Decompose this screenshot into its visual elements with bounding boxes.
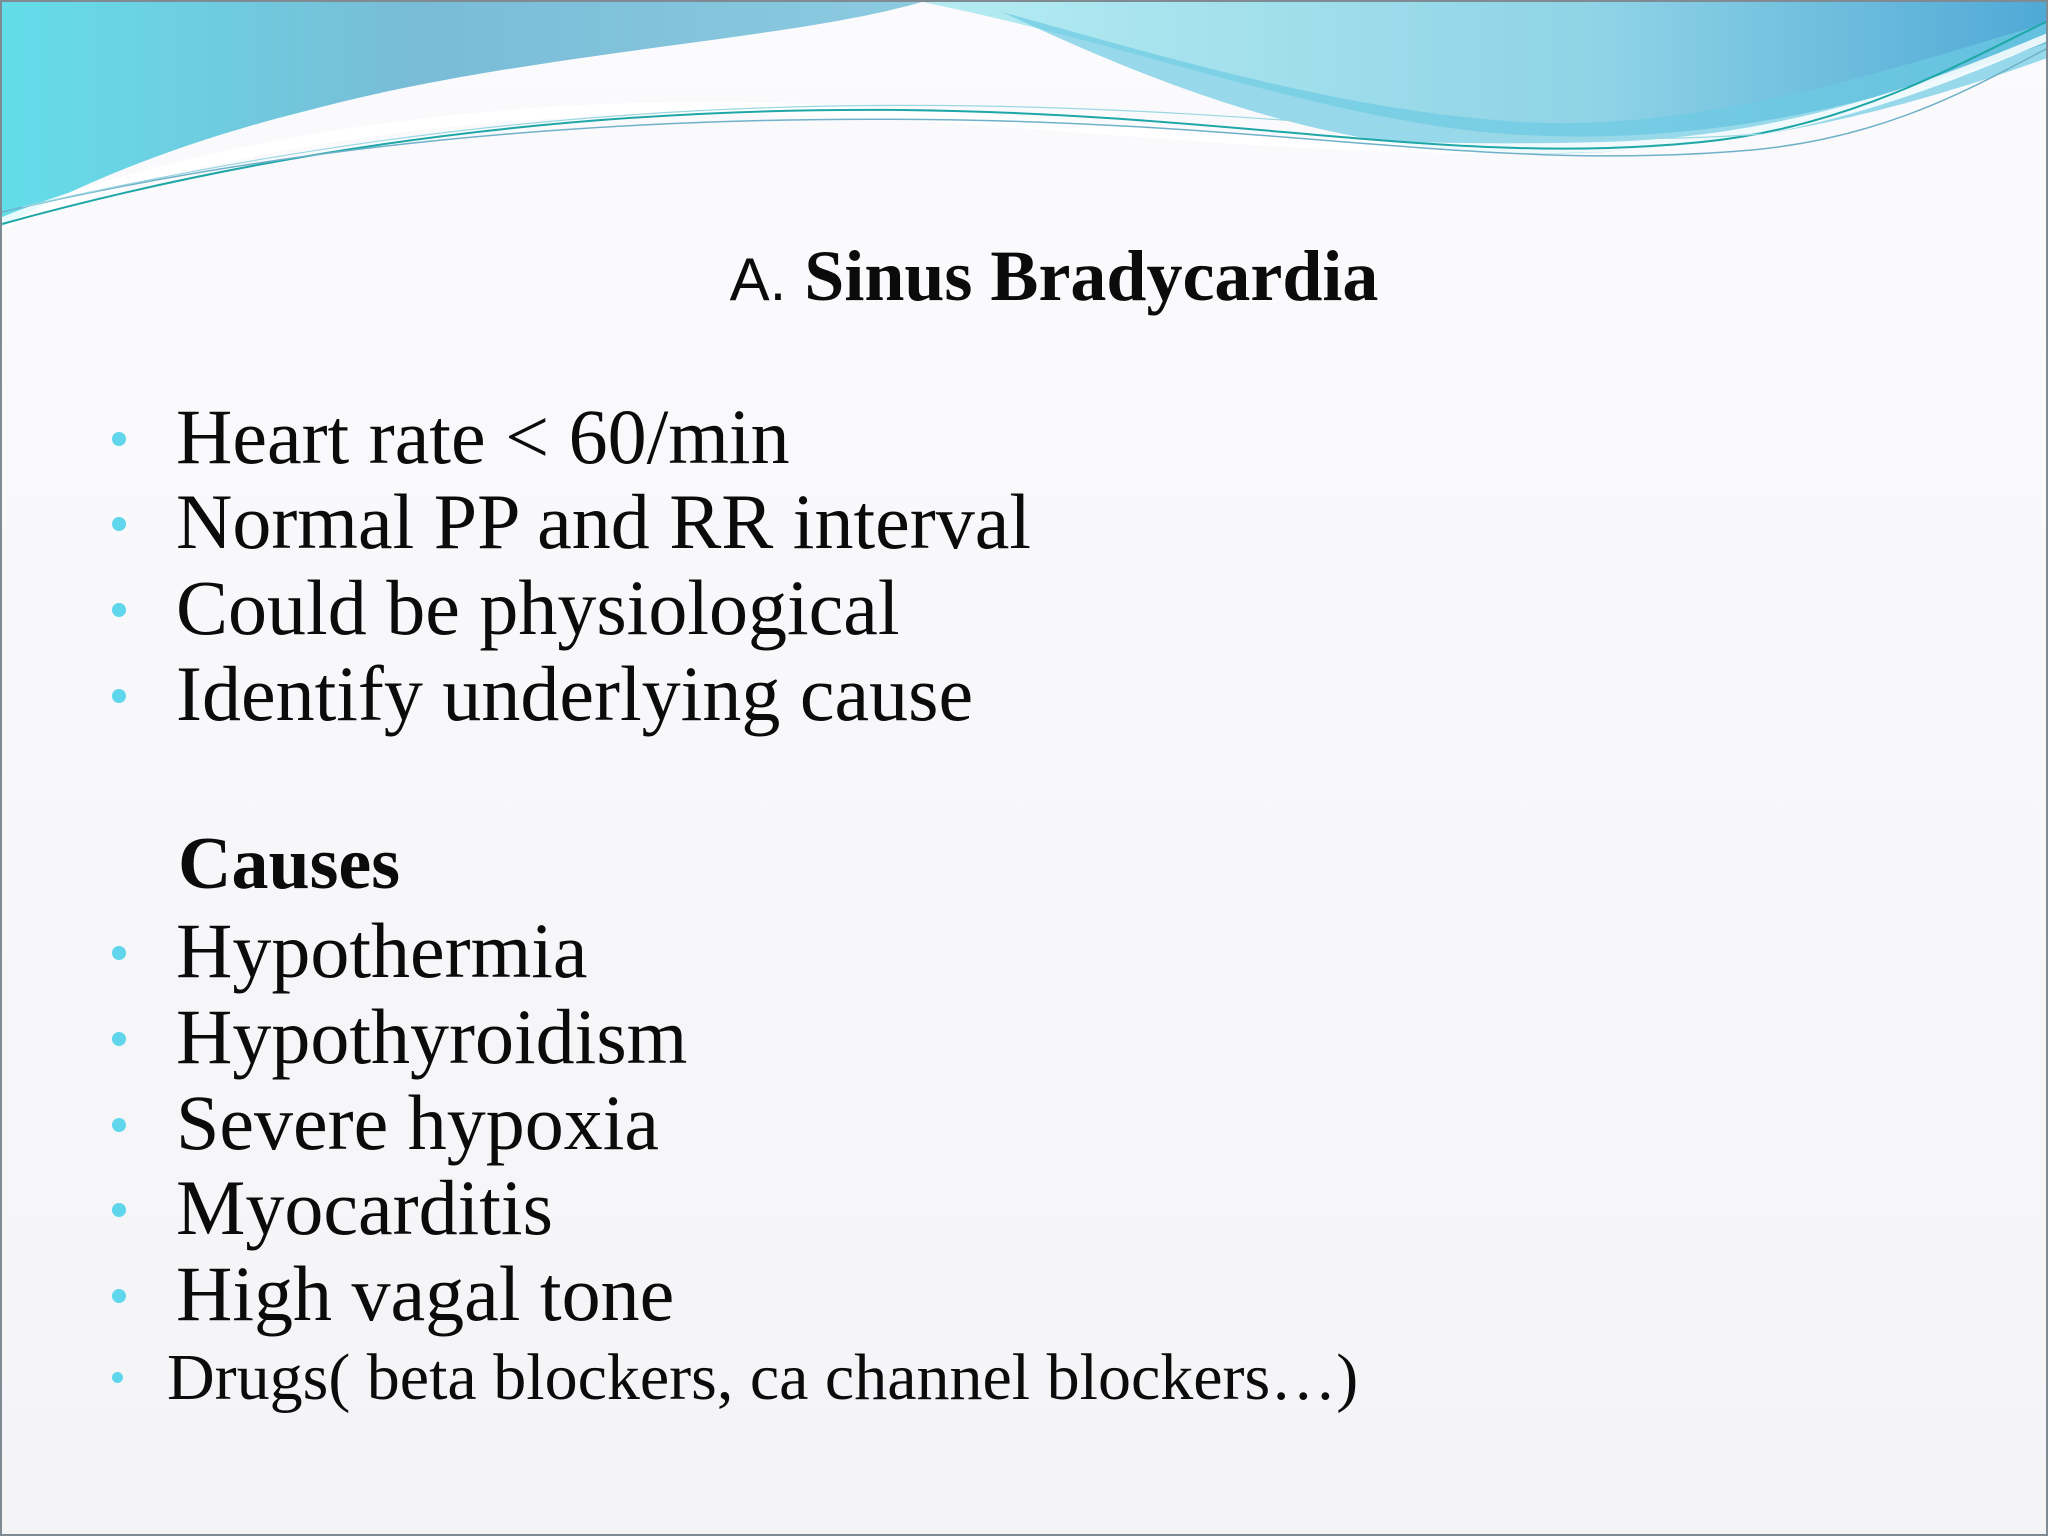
cause-item (112, 1164, 553, 1252)
feature-item (112, 564, 900, 652)
bullet-icon (112, 1372, 123, 1383)
feature-text: Could be physiological (176, 564, 900, 651)
slide-title (2, 234, 2048, 322)
cause-item (112, 907, 588, 995)
bullet-icon (112, 689, 126, 703)
feature-item (112, 650, 973, 738)
cause-item (112, 1079, 659, 1167)
title-prefix: A. (729, 246, 787, 313)
feature-text: Heart rate < 60/min (176, 393, 790, 480)
title-main: Sinus Bradycardia (804, 236, 1379, 316)
bullet-icon (112, 1203, 126, 1217)
feature-text: Identify underlying cause (176, 650, 974, 737)
feature-item (112, 478, 1031, 566)
feature-item (112, 393, 790, 481)
cause-text: Myocarditis (176, 1164, 553, 1251)
cause-text: Drugs( beta blockers, ca channel blockers…) (167, 1341, 1359, 1414)
cause-text: Hypothyroidism (176, 993, 688, 1080)
bullet-icon (112, 603, 126, 617)
cause-item (112, 1334, 1358, 1422)
bullet-icon (112, 517, 126, 531)
header-wave-decoration (2, 2, 2048, 242)
bullet-icon (112, 946, 126, 960)
cause-item (112, 993, 687, 1081)
bullet-icon (112, 1118, 126, 1132)
bullet-icon (112, 432, 126, 446)
cause-text: High vagal tone (176, 1250, 675, 1337)
feature-text: Normal PP and RR interval (176, 478, 1032, 565)
causes-heading: Causes (178, 823, 401, 905)
bullet-icon (112, 1289, 126, 1303)
cause-text: Severe hypoxia (176, 1079, 660, 1166)
cause-item (112, 1250, 674, 1338)
bullet-icon (112, 1032, 126, 1046)
cause-text: Hypothermia (176, 907, 588, 994)
